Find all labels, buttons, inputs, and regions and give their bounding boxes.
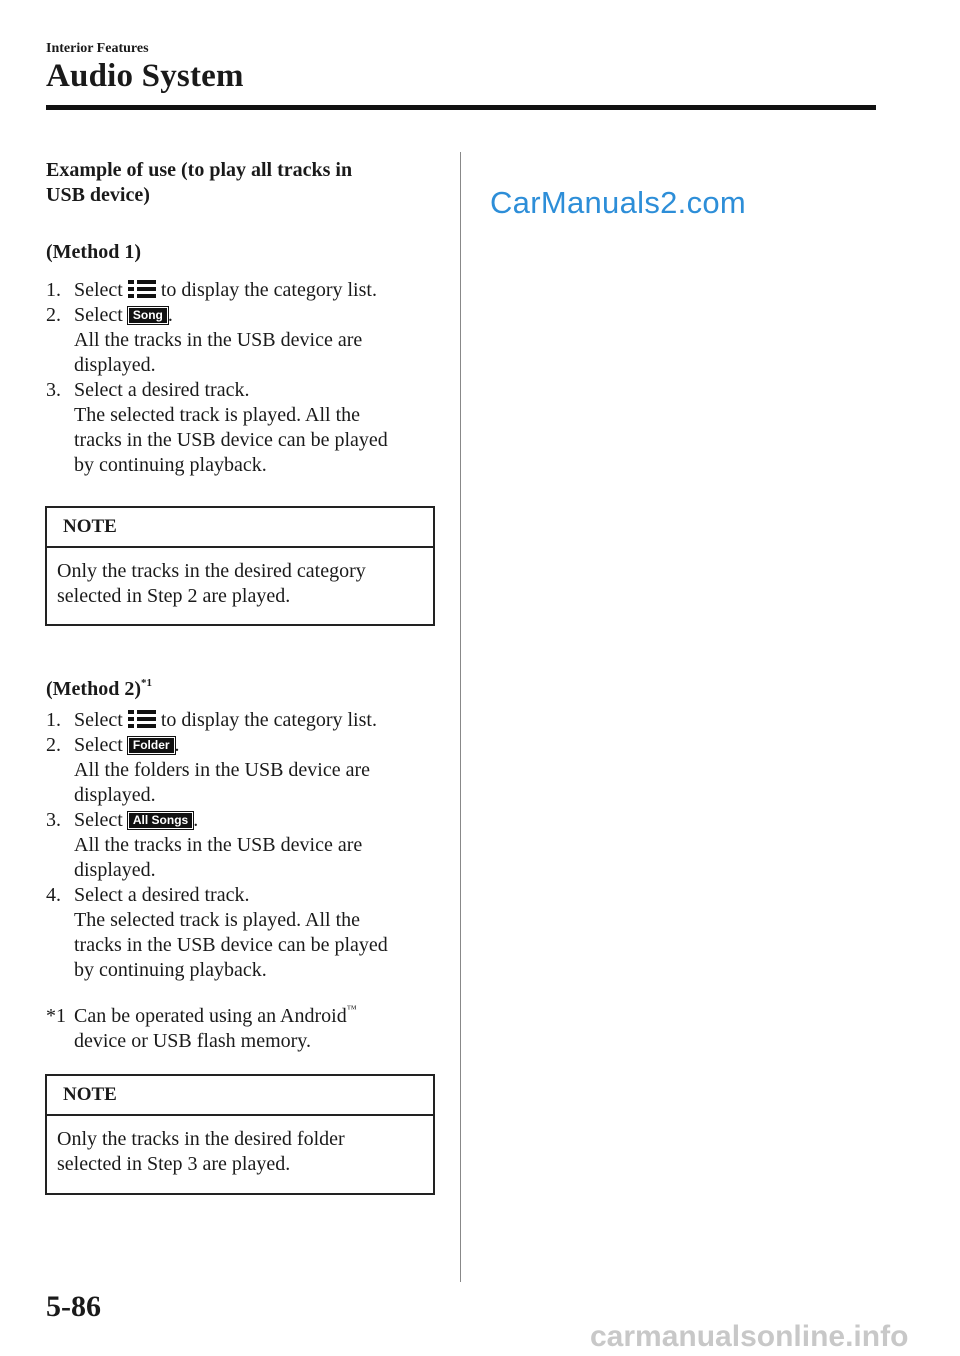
- step-4: [46, 883, 436, 908]
- footer-watermark: carmanualsonline.info: [590, 1320, 909, 1353]
- step-text: Select: [74, 279, 123, 301]
- step-desc: displayed.: [74, 859, 156, 881]
- note-label: NOTE: [47, 1076, 433, 1116]
- method2-heading: [46, 671, 436, 702]
- footnote-text: Can be operated using an Android: [74, 1005, 347, 1027]
- page-number: 5-86: [46, 1290, 101, 1323]
- note-line: selected in Step 3 are played.: [57, 1153, 291, 1175]
- note-line: Only the tracks in the desired category: [57, 560, 366, 582]
- footnote: [46, 997, 436, 1054]
- step-number: 3.: [46, 809, 61, 831]
- footnote-line: device or USB flash memory.: [74, 1030, 311, 1052]
- method1-steps: [46, 278, 436, 478]
- step-desc: by continuing playback.: [74, 959, 267, 981]
- all-songs-button-icon: All Songs: [128, 812, 193, 829]
- step-text: .: [167, 304, 173, 326]
- step-text: Select a desired track.: [74, 379, 250, 401]
- section-label: Interior Features: [46, 41, 149, 56]
- step-1: [46, 708, 436, 733]
- watermark-link[interactable]: CarManuals2.com: [490, 185, 747, 220]
- step-desc: displayed.: [74, 354, 156, 376]
- folder-button-icon: Folder: [128, 737, 175, 754]
- title-rule: [46, 105, 876, 110]
- note-box: [45, 506, 435, 626]
- step-desc: displayed.: [74, 784, 156, 806]
- list-icon: [128, 279, 156, 299]
- step-number: 4.: [46, 884, 61, 906]
- note-line: selected in Step 2 are played.: [57, 585, 291, 607]
- step-text: Select a desired track.: [74, 884, 250, 906]
- step-text: Select: [74, 304, 123, 326]
- step-text: .: [193, 809, 199, 831]
- example-heading-line: USB device): [46, 184, 150, 206]
- trademark-symbol: ™: [346, 1004, 357, 1015]
- step-desc: The selected track is played. All the: [74, 909, 361, 931]
- step-text: to display the category list.: [160, 709, 377, 731]
- step-text: Select: [74, 709, 123, 731]
- note-text: [47, 548, 433, 609]
- step-desc: by continuing playback.: [74, 454, 267, 476]
- step-3: [46, 378, 436, 403]
- page-title: Audio System: [46, 58, 244, 94]
- step-3: [46, 808, 436, 833]
- note-line: Only the tracks in the desired folder: [57, 1128, 345, 1150]
- step-number: 1.: [46, 279, 61, 301]
- song-button-icon: Song: [128, 307, 168, 324]
- step-text: Select: [74, 734, 123, 756]
- note-label: NOTE: [47, 508, 433, 548]
- step-number: 1.: [46, 709, 61, 731]
- step-number: 2.: [46, 734, 61, 756]
- step-2: [46, 733, 436, 758]
- step-desc: tracks in the USB device can be played: [74, 429, 388, 451]
- step-text: Select: [74, 809, 123, 831]
- method1-heading: (Method 1): [46, 241, 141, 263]
- column-divider: [460, 152, 461, 1282]
- note-box: [45, 1074, 435, 1195]
- method2-heading-text: (Method 2): [46, 678, 141, 700]
- step-number: 2.: [46, 304, 61, 326]
- step-desc: All the tracks in the USB device are: [74, 329, 363, 351]
- step-desc: All the folders in the USB device are: [74, 759, 371, 781]
- step-2: [46, 303, 436, 328]
- step-text: .: [174, 734, 180, 756]
- note-text: [47, 1116, 433, 1177]
- step-1: [46, 278, 436, 303]
- step-number: 3.: [46, 379, 61, 401]
- footnote-ref: *1: [140, 677, 152, 689]
- method2-steps: [46, 708, 436, 983]
- step-text: to display the category list.: [160, 279, 377, 301]
- footnote-line: [46, 997, 436, 1029]
- step-desc: The selected track is played. All the: [74, 404, 361, 426]
- step-desc: All the tracks in the USB device are: [74, 834, 363, 856]
- step-desc: tracks in the USB device can be played: [74, 934, 388, 956]
- footnote-marker: *1: [46, 1005, 66, 1027]
- list-icon: [128, 709, 156, 729]
- example-heading: [46, 158, 436, 208]
- example-heading-line: Example of use (to play all tracks in: [46, 159, 353, 181]
